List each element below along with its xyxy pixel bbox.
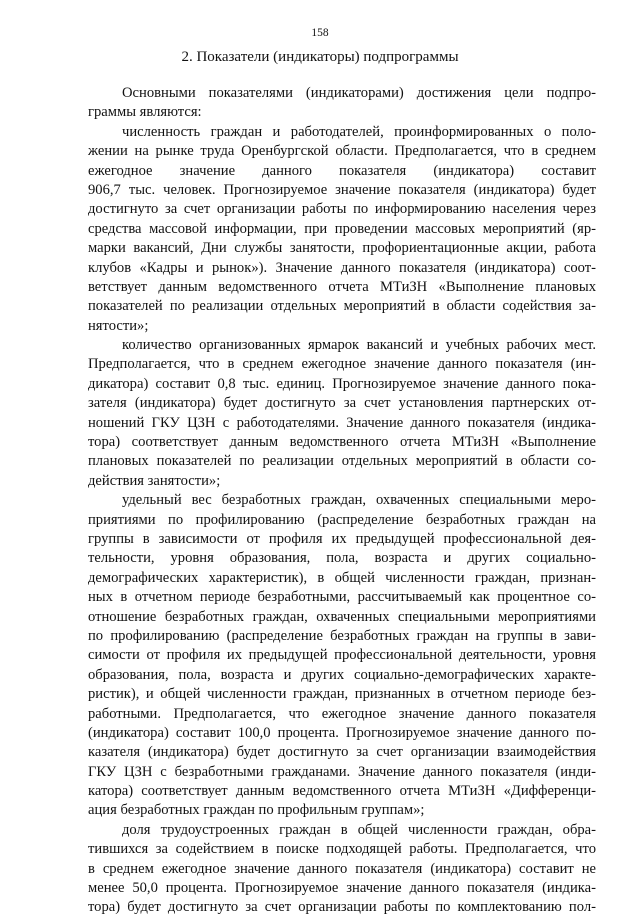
text-line: достигнуто за счет организации работы по информированию населения через (88, 201, 596, 218)
text-line: тившихся за содействием в поиске подходящей работы. Предполагается, что (88, 841, 596, 858)
paragraph-intro (88, 84, 596, 123)
section-title: 2. Показатели (индикаторы) подпрограммы (181, 49, 459, 65)
text-line: нятости»; (88, 317, 149, 334)
text-line: показателей по реализации отдельных мероприятий в области содействия за- (88, 298, 596, 315)
text-line: численность граждан и работодателей, проинформированных о поло- (122, 123, 596, 140)
text-line: ных в отчетном периоде безработными, рассчитываемый как процентное со- (88, 589, 596, 606)
text-line: демографических характеристик), в общей численности граждан, признан- (88, 569, 596, 586)
text-line: количество организованных ярмарок вакансий и учебных рабочих мест. (122, 337, 596, 354)
text-line: работными. Предполагается, что ежегодное значение данного показателя (88, 705, 596, 722)
text-line: Предполагается, что в среднем ежегодное значение данного показателя (ин- (88, 356, 596, 373)
text-line: ристик), и общей численности граждан, признанных в отчетном периоде без- (88, 686, 596, 703)
text-line: Основными показателями (индикаторами) достижения цели подпро- (122, 85, 596, 101)
text-line: (индикатора) составит 100,0 процента. Прогнозируемое значение данного по- (88, 724, 596, 741)
text-line: отношение безработных граждан, охваченных специальными мероприятиями (88, 608, 596, 625)
text-line: ношений ГКУ ЦЗН с работодателями. Значение данного показателя (индика- (88, 414, 596, 431)
paragraph-informed-citizens (88, 123, 596, 336)
text-line: ГКУ ЦЗН с безработными гражданами. Значение данного показателя (инди- (88, 763, 596, 780)
text-line: плановых показателей по реализации отдельных мероприятий в области со- (88, 453, 596, 470)
text-line: катора) соответствует данным ведомственного отчета МТиЗН «Дифференци- (88, 783, 596, 800)
text-line: менее 50,0 процента. Прогнозируемое значение данного показателя (индика- (88, 880, 596, 897)
text-line: по профилированию (распределение безработных граждан на группы в зави- (88, 627, 596, 644)
text-line: доля трудоустроенных граждан в общей численности граждан, обра- (122, 821, 596, 838)
paragraph-job-fairs (88, 336, 596, 491)
text-line: удельный вес безработных граждан, охваченных специальными меро- (122, 492, 596, 509)
text-line: граммы являются: (88, 104, 202, 121)
text-line: симости от профиля их предыдущей профессиональной деятельности, уровня (88, 647, 596, 664)
text-line: марки вакансий, Дни службы занятости, профориентационные акции, работа (88, 240, 596, 257)
text-line: тельности, уровня образования, пола, возраста и других социально- (88, 550, 596, 567)
text-line: дикатора) составит 0,8 тыс. единиц. Прогнозируемое значение данного пока- (88, 375, 596, 392)
text-line: группы в зависимости от профиля их предыдущей профессиональной дея- (88, 530, 596, 547)
text-line: ветствует данным ведомственного отчета МТиЗН «Выполнение плановых (88, 278, 596, 295)
page-number: 158 (311, 27, 329, 39)
text-line: казателя (индикатора) будет достигнуто за счет организации взаимодействия (88, 744, 596, 761)
text-line: зателя (индикатора) будет достигнуто за счет установления партнерских от- (88, 395, 596, 412)
text-line: ежегодное значение данного показателя (индикатора) составит (88, 162, 596, 179)
text-line: ация безработных граждан по профильным группам»; (88, 802, 425, 819)
text-line: приятиями по профилированию (распределение безработных граждан на (88, 511, 596, 528)
text-line: клубов «Кадры и рынок»). Значение данного показателя (индикатора) соот- (88, 259, 596, 276)
paragraph-profiling-share (88, 491, 596, 821)
text-line: образования, пола, возраста и других социально-демографических характе- (88, 666, 596, 683)
text-line: действия занятости»; (88, 472, 221, 489)
paragraph-employed-share (88, 821, 596, 918)
body-text (88, 84, 596, 918)
text-line: тора) соответствует данным ведомственного отчета МТиЗН «Выполнение (88, 434, 596, 451)
text-line: 906,7 тыс. человек. Прогнозируемое значение показателя (индикатора) будет (88, 181, 596, 198)
text-line: тора) будет достигнуто за счет организации работы по комплектованию пол- (88, 899, 596, 916)
text-line: средства массовой информации, при проведении массовых мероприятий (яр- (88, 220, 596, 237)
text-line: в среднем ежегодное значение данного показателя (индикатора) составит не (88, 860, 596, 877)
text-line: жении на рынке труда Оренбургской области. Предполагается, что в среднем (88, 143, 596, 160)
